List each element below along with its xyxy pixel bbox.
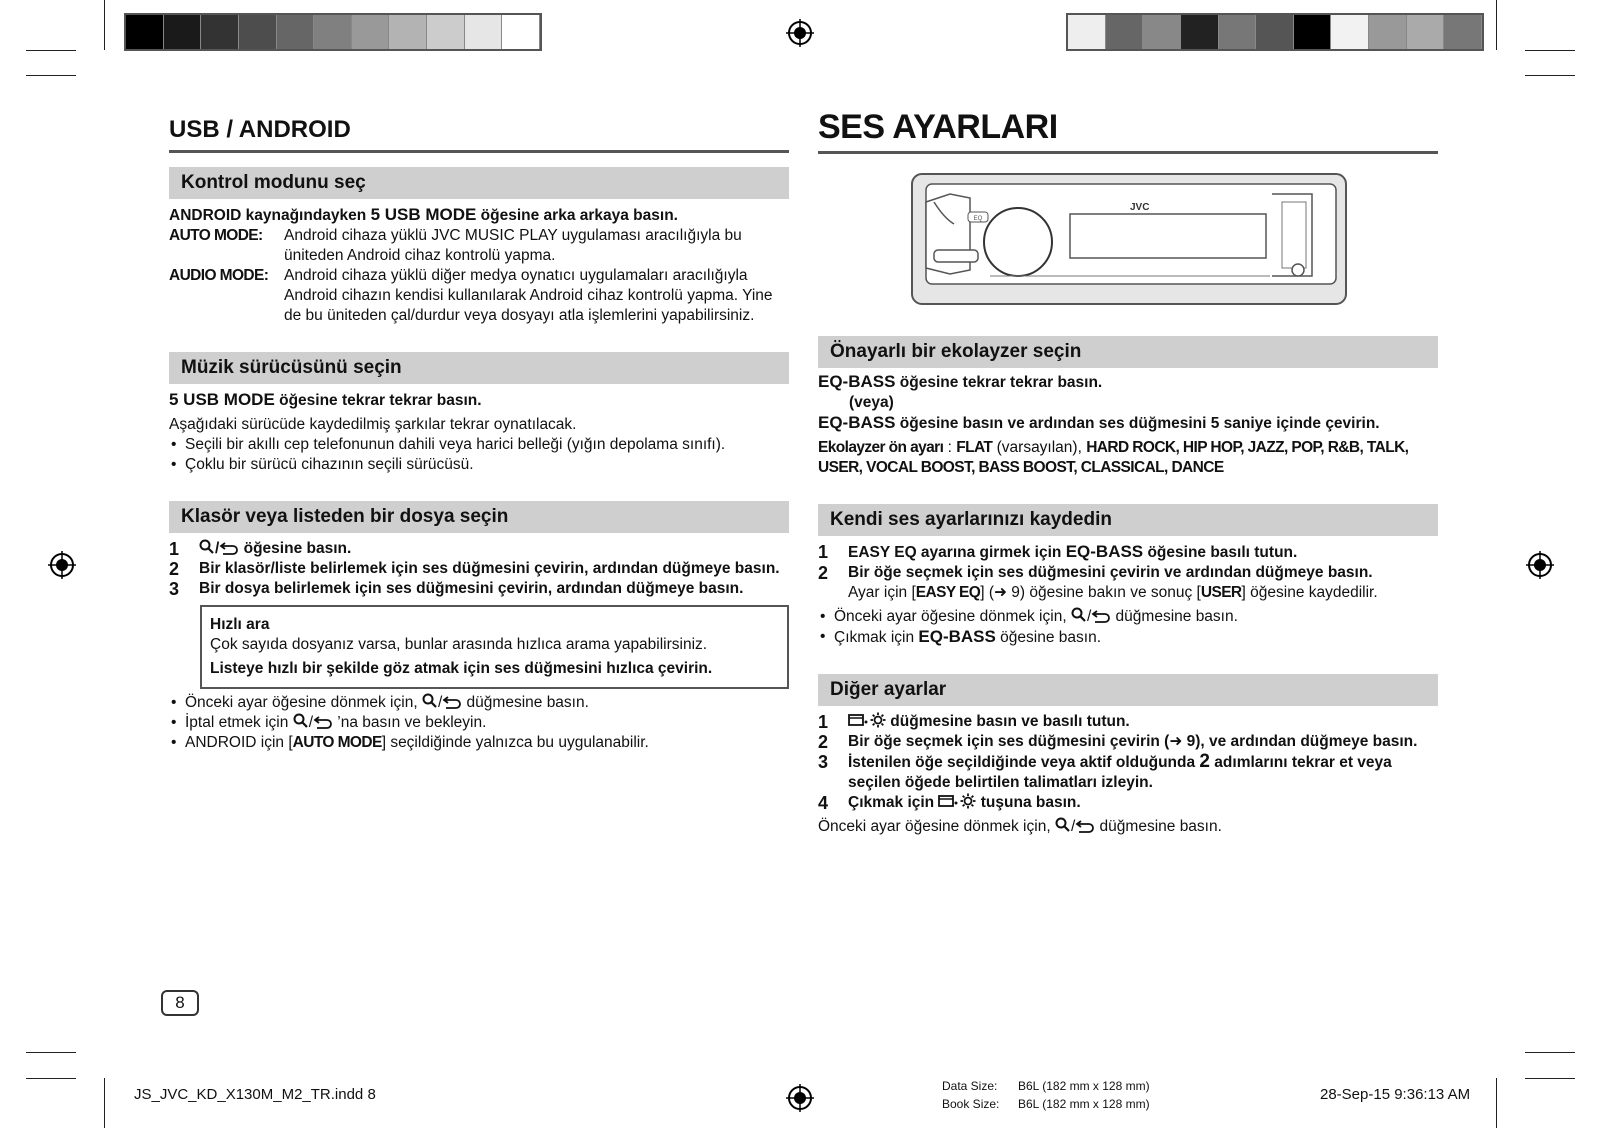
back-arrow-icon xyxy=(1075,819,1095,833)
folder-select-section: 1 / öğesine basın. 2 Bir klasör/liste belirlemek için ses düğmesini çevirin, ardından düğmeye basın. 3 Bir dosya belirlemek için ses düğmesini çevirin, ardından düğmeye basın. Hızlı ara Çok sayıda dosyanız varsa, bunlar arasında hızlıca arama yapabilirsiniz. Listeye hızlı bir şekilde göz atmak için ses düğmesini hızlıca çevirin. • Önceki ayar öğesine dönmek için, / düğmesine basın. • İptal etmek için / ’na basın ve bekleyin. • ANDROID için [AUTO MODE] seçildiğinde yalnızca bu uygulanabilir. xyxy=(169,539,789,753)
crop-mark xyxy=(104,0,105,50)
key-label: EQ-BASS xyxy=(818,372,896,391)
step-number: 1 xyxy=(169,539,180,559)
color-swatch xyxy=(1444,15,1482,49)
color-swatch xyxy=(1256,15,1294,49)
back-arrow-icon xyxy=(219,541,239,555)
list-item xyxy=(169,733,789,753)
crop-mark xyxy=(1496,1078,1497,1128)
back-arrow-icon xyxy=(313,715,333,729)
music-drive-section xyxy=(169,390,789,475)
data-size-label: Data Size: xyxy=(942,1079,998,1093)
text: (varsayılan), xyxy=(992,439,1087,456)
list-item: • Çoklu bir sürücü cihazının seçili sürücüsü. xyxy=(169,455,789,475)
text: ] (➜ 9) öğesine bakın ve sonuç [ xyxy=(980,584,1201,601)
eq-presets-list xyxy=(818,438,1438,458)
book-size: B6L (182 mm x 128 mm) xyxy=(1018,1097,1150,1111)
registration-mark-icon xyxy=(786,19,814,47)
crop-mark xyxy=(1525,1052,1575,1053)
color-swatch xyxy=(427,15,465,49)
footer-date: 28-Sep-15 9:36:13 AM xyxy=(1320,1086,1471,1103)
color-swatch xyxy=(1369,15,1407,49)
control-mode-section xyxy=(169,205,789,326)
text: ] öğesine kaydedilir. xyxy=(1241,584,1378,601)
text: öğesine basın ve ardından ses düğmesini 5 saniye içinde çevirin. xyxy=(895,415,1380,432)
eq-label: Ekolayzer ön ayarı xyxy=(818,439,944,456)
step-text: Bir öğe seçmek için ses düğmesini çevirin (➜ 9), ve ardından düğmeye basın. xyxy=(848,733,1418,750)
registration-mark-icon xyxy=(1526,551,1554,579)
color-swatch xyxy=(239,15,277,49)
page-heading-ses-ayarlari: SES AYARLARI xyxy=(818,108,1438,154)
registration-mark-icon xyxy=(786,1084,814,1112)
brand-logo: JVC xyxy=(1130,202,1150,213)
text: öğesine arka arkaya basın. xyxy=(476,207,678,224)
step-number: 2 xyxy=(818,563,829,583)
text: öğesine basın. xyxy=(995,629,1102,646)
text: EASY EQ ayarına girmek için xyxy=(848,544,1066,561)
page-heading-usb-android: USB / ANDROID xyxy=(169,112,789,153)
crop-mark xyxy=(1525,1078,1575,1079)
note-text: Çok sayıda dosyanız varsa, bunlar arasında hızlıca arama yapabilirsiniz. xyxy=(210,636,708,653)
list-item: • Önceki ayar öğesine dönmek için, / düğmesine basın. xyxy=(818,607,1438,627)
left-column xyxy=(169,112,789,753)
key-label: USER xyxy=(1200,584,1242,601)
back-arrow-icon xyxy=(1091,609,1111,623)
audio-mode-text: Android cihaza yüklü diğer medya oynatıcı uygulamaları aracılığıyla Android cihazın kendisi kullanılarak Android cihaz kontrolü yapma. Yine de bu üniteden çal/durdur veya dosyayı atla işlemlerini yapabilirsiniz. xyxy=(284,267,773,324)
crop-mark xyxy=(1496,0,1497,50)
list-item: • İptal etmek için / ’na basın ve bekleyin. xyxy=(169,713,789,733)
section-title-control-mode: Kontrol modunu seç xyxy=(169,167,789,199)
step-number: 2 xyxy=(169,559,180,579)
text: öğesine basılı tutun. xyxy=(1143,544,1298,561)
step-number: 4 xyxy=(818,793,829,813)
text: Önceki ayar öğesine dönmek için, xyxy=(185,694,422,711)
color-swatch xyxy=(1219,15,1257,49)
search-icon xyxy=(199,539,215,555)
eq-list-2: USER, VOCAL BOOST, BASS BOOST, CLASSICAL, DANCE xyxy=(818,459,1224,476)
crop-mark xyxy=(104,1078,105,1128)
search-icon xyxy=(1055,817,1071,833)
settings-icon xyxy=(960,793,976,809)
registration-mark-icon xyxy=(48,551,76,579)
color-swatch xyxy=(389,15,427,49)
note-title: Hızlı ara xyxy=(210,616,270,633)
right-column xyxy=(818,108,1438,837)
footer-sizes xyxy=(942,1077,1150,1113)
crop-mark xyxy=(26,1052,76,1053)
custom-sound-section xyxy=(818,542,1438,648)
step-number: 1 xyxy=(818,712,829,732)
step-number: 3 xyxy=(818,752,829,772)
display-icon xyxy=(938,793,960,809)
key-label: 2 xyxy=(1199,751,1210,772)
text: İptal etmek için xyxy=(185,714,293,731)
key-label: EQ-BASS xyxy=(1065,542,1144,561)
text: İstenilen öğe seçildiğinde veya aktif olduğunda xyxy=(848,754,1200,771)
text: : xyxy=(943,439,957,456)
key-label: 5 USB MODE xyxy=(169,390,275,409)
text: ’na basın ve bekleyin. xyxy=(333,714,487,731)
text: düğmesine basın. xyxy=(1111,608,1238,625)
section-title-custom-sound: Kendi ses ayarlarınızı kaydedin xyxy=(818,504,1438,536)
color-swatch xyxy=(1106,15,1144,49)
text: öğesine tekrar tekrar basın. xyxy=(274,392,482,409)
color-swatch xyxy=(164,15,202,49)
color-swatch xyxy=(1294,15,1332,49)
color-bar-left xyxy=(124,13,542,51)
list-item: • Önceki ayar öğesine dönmek için, / düğmesine basın. xyxy=(169,693,789,713)
crop-mark xyxy=(26,50,76,51)
text: düğmesine basın. xyxy=(1095,818,1222,835)
list-item: • Seçili bir akıllı cep telefonunun dahili veya harici belleği (yığın depolama sınıfı). xyxy=(169,435,789,455)
text: Ayar için [ xyxy=(848,584,916,601)
color-swatch xyxy=(1407,15,1445,49)
text: öğesine basın. xyxy=(239,540,352,557)
color-swatch xyxy=(314,15,352,49)
key-label: 5 USB MODE xyxy=(370,205,477,224)
back-note: Önceki ayar öğesine dönmek için, / düğmesine basın. xyxy=(818,818,1222,835)
text: ANDROID kaynağındayken xyxy=(169,207,371,224)
color-swatch xyxy=(352,15,390,49)
color-swatch xyxy=(1143,15,1181,49)
data-size: B6L (182 mm x 128 mm) xyxy=(1018,1079,1150,1093)
text: tuşuna basın. xyxy=(976,794,1081,811)
other-settings-section xyxy=(818,712,1438,837)
text: ANDROID için [ xyxy=(185,734,293,751)
text: Çıkmak için xyxy=(848,794,939,811)
step-text: Bir öğe seçmek için ses düğmesini çevirin ve ardından düğmeye basın. xyxy=(848,564,1373,581)
preset-eq-section xyxy=(818,372,1438,478)
text: Önceki ayar öğesine dönmek için, xyxy=(834,608,1071,625)
quick-search-note xyxy=(200,605,789,689)
step-number: 2 xyxy=(818,732,829,752)
search-icon xyxy=(1071,607,1087,623)
crop-mark xyxy=(1525,50,1575,51)
music-desc: Aşağıdaki sürücüde kaydedilmiş şarkılar tekrar oynatılacak. xyxy=(169,416,577,433)
step-number: 3 xyxy=(169,579,180,599)
crop-mark xyxy=(26,75,76,76)
text: ] seçildiğinde yalnızca bu uygulanabilir. xyxy=(381,734,649,751)
section-title-music-drive: Müzik sürücüsünü seçin xyxy=(169,352,789,384)
key-label: EQ-BASS xyxy=(918,627,996,646)
section-title-preset-eq: Önayarlı bir ekolayzer seçin xyxy=(818,336,1438,368)
color-swatch xyxy=(201,15,239,49)
text: düğmesine basın. xyxy=(462,694,589,711)
settings-icon xyxy=(870,712,886,728)
section-title-folder-select: Klasör veya listeden bir dosya seçin xyxy=(169,501,789,533)
note-bold-text: Listeye hızlı bir şekilde göz atmak için ses düğmesini hızlıca çevirin. xyxy=(210,660,713,677)
step-text: Bir dosya belirlemek için ses düğmesini çevirin, ardından düğmeye basın. xyxy=(199,580,744,597)
key-label: EQ-BASS xyxy=(818,413,896,432)
color-swatch xyxy=(1181,15,1219,49)
search-icon xyxy=(293,713,309,729)
footer-filename: JS_JVC_KD_X130M_M2_TR.indd 8 xyxy=(134,1086,376,1103)
or-text: (veya) xyxy=(849,394,894,411)
eq-button-label: EQ xyxy=(973,216,983,222)
auto-mode-text: Android cihaza yüklü JVC MUSIC PLAY uygulaması aracılığıyla bu üniteden Android cihaz kontrolü yapma. xyxy=(284,227,742,264)
search-icon xyxy=(422,693,438,709)
text: adımlarını tekrar et veya seçilen öğede belirtilen talimatları izleyin. xyxy=(848,754,1392,791)
eq-list-1: HARD ROCK, HIP HOP, JAZZ, POP, R&B, TALK, xyxy=(1086,439,1409,456)
crop-mark xyxy=(26,1078,76,1079)
text: Önceki ayar öğesine dönmek için, xyxy=(818,818,1055,835)
text: Çıkmak için xyxy=(834,629,919,646)
display-icon xyxy=(848,712,870,728)
step-number: 1 xyxy=(818,542,829,562)
text: düğmesine basın ve basılı tutun. xyxy=(886,713,1130,730)
color-swatch xyxy=(502,15,540,49)
page-number: 8 xyxy=(161,990,199,1016)
color-swatch xyxy=(277,15,315,49)
color-swatch xyxy=(465,15,503,49)
car-stereo-illustration xyxy=(910,172,1350,308)
color-swatch xyxy=(126,15,164,49)
key-label: EASY EQ xyxy=(915,584,981,601)
audio-mode-label: AUDIO MODE: xyxy=(169,267,269,284)
step-text: Bir klasör/liste belirlemek için ses düğmesini çevirin, ardından düğmeye basın. xyxy=(199,560,780,577)
crop-mark xyxy=(1525,75,1575,76)
back-arrow-icon xyxy=(442,695,462,709)
color-bar-right xyxy=(1066,13,1484,51)
book-size-label: Book Size: xyxy=(942,1097,1000,1111)
eq-flat: FLAT xyxy=(956,439,993,456)
key-label: AUTO MODE xyxy=(292,734,382,751)
auto-mode-label: AUTO MODE: xyxy=(169,227,263,244)
text: öğesine tekrar tekrar basın. xyxy=(895,374,1103,391)
color-swatch xyxy=(1068,15,1106,49)
list-item xyxy=(818,627,1438,648)
color-swatch xyxy=(1331,15,1369,49)
section-title-other-settings: Diğer ayarlar xyxy=(818,674,1438,706)
